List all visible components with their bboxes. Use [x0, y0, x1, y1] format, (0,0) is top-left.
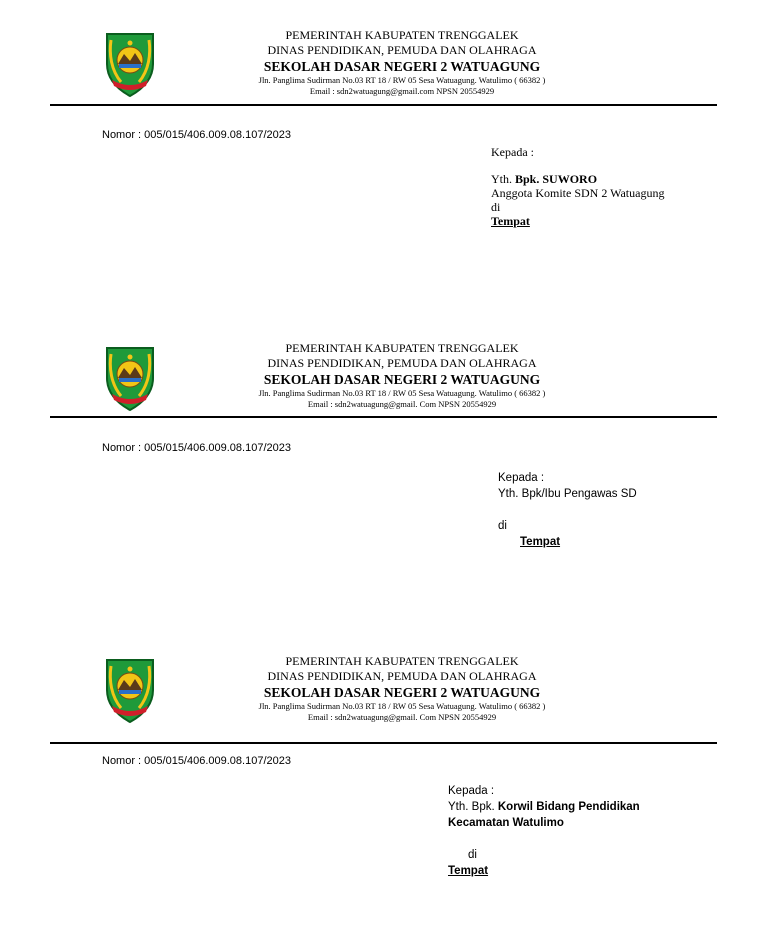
letterhead-line2: DINAS PENDIDIKAN, PEMUDA DAN OLAHRAGA: [267, 356, 537, 370]
letterhead: [190, 28, 614, 97]
kepada-label: Kepada :: [448, 785, 495, 797]
school-address: Jln. Panglima Sudirman No.03 RT 18 / RW 05 Sesa Watuagung. Watulimo ( 66382 ): [258, 75, 546, 85]
kepada-label: Kepada :: [491, 145, 534, 159]
recipient-block: [448, 783, 640, 879]
letter-number: Nomor : 005/015/406.009.08.107/2023: [102, 129, 291, 141]
letterhead-line2: DINAS PENDIDIKAN, PEMUDA DAN OLAHRAGA: [267, 669, 537, 683]
recipient-role: Anggota Komite SDN 2 Watuagung: [491, 186, 665, 200]
school-email: Email : sdn2watuagung@gmail. Com NPSN 20554929: [307, 399, 497, 409]
regency-emblem-icon: [101, 656, 159, 724]
kepada-label: Kepada :: [498, 472, 545, 484]
di-label: di: [468, 849, 477, 861]
regency-emblem-icon: [101, 344, 159, 412]
tempat-label: Tempat: [491, 214, 530, 228]
di-label: di: [498, 520, 507, 532]
letterhead-line2: DINAS PENDIDIKAN, PEMUDA DAN OLAHRAGA: [267, 43, 537, 57]
letterhead-rule: [50, 742, 717, 744]
recipient-line: Yth. Bpk. Korwil Bidang Pendidikan: [448, 801, 640, 813]
school-name: SEKOLAH DASAR NEGERI 2 WATUAGUNG: [263, 59, 541, 74]
letterhead-rule: [50, 416, 717, 418]
school-email: Email : sdn2watuagung@gmail. Com NPSN 20554929: [307, 712, 497, 722]
recipient-block: [491, 145, 664, 228]
di-label: di: [491, 200, 501, 214]
school-address: Jln. Panglima Sudirman No.03 RT 18 / RW 05 Sesa Watuagung. Watulimo ( 66382 ): [258, 388, 546, 398]
letterhead-line1: PEMERINTAH KABUPATEN TRENGGALEK: [285, 654, 519, 668]
recipient-line: Yth. Bpk. SUWORO: [491, 172, 598, 186]
recipient-name: Bpk. SUWORO: [515, 172, 598, 186]
recipient-name: Korwil Bidang Pendidikan: [497, 801, 640, 813]
school-email: Email : sdn2watuagung@gmail.com NPSN 20554929: [309, 86, 495, 96]
letter-number: Nomor : 005/015/406.009.08.107/2023: [102, 755, 291, 767]
letterhead: [190, 654, 614, 723]
letter-number: Nomor : 005/015/406.009.08.107/2023: [102, 442, 291, 454]
recipient-block: [498, 470, 637, 550]
letterhead-line1: PEMERINTAH KABUPATEN TRENGGALEK: [285, 341, 519, 355]
tempat-label: Tempat: [520, 536, 561, 548]
school-name: SEKOLAH DASAR NEGERI 2 WATUAGUNG: [263, 685, 541, 700]
letterhead-line1: PEMERINTAH KABUPATEN TRENGGALEK: [285, 28, 519, 42]
recipient-name-2: Kecamatan Watulimo: [448, 817, 564, 829]
school-name: SEKOLAH DASAR NEGERI 2 WATUAGUNG: [263, 372, 541, 387]
tempat-label: Tempat: [448, 865, 489, 877]
letterhead: [190, 341, 614, 410]
letterhead-rule: [50, 104, 717, 106]
recipient-line: Yth. Bpk/Ibu Pengawas SD: [498, 488, 637, 500]
regency-emblem-icon: [101, 30, 159, 98]
school-address: Jln. Panglima Sudirman No.03 RT 18 / RW 05 Sesa Watuagung. Watulimo ( 66382 ): [258, 701, 546, 711]
